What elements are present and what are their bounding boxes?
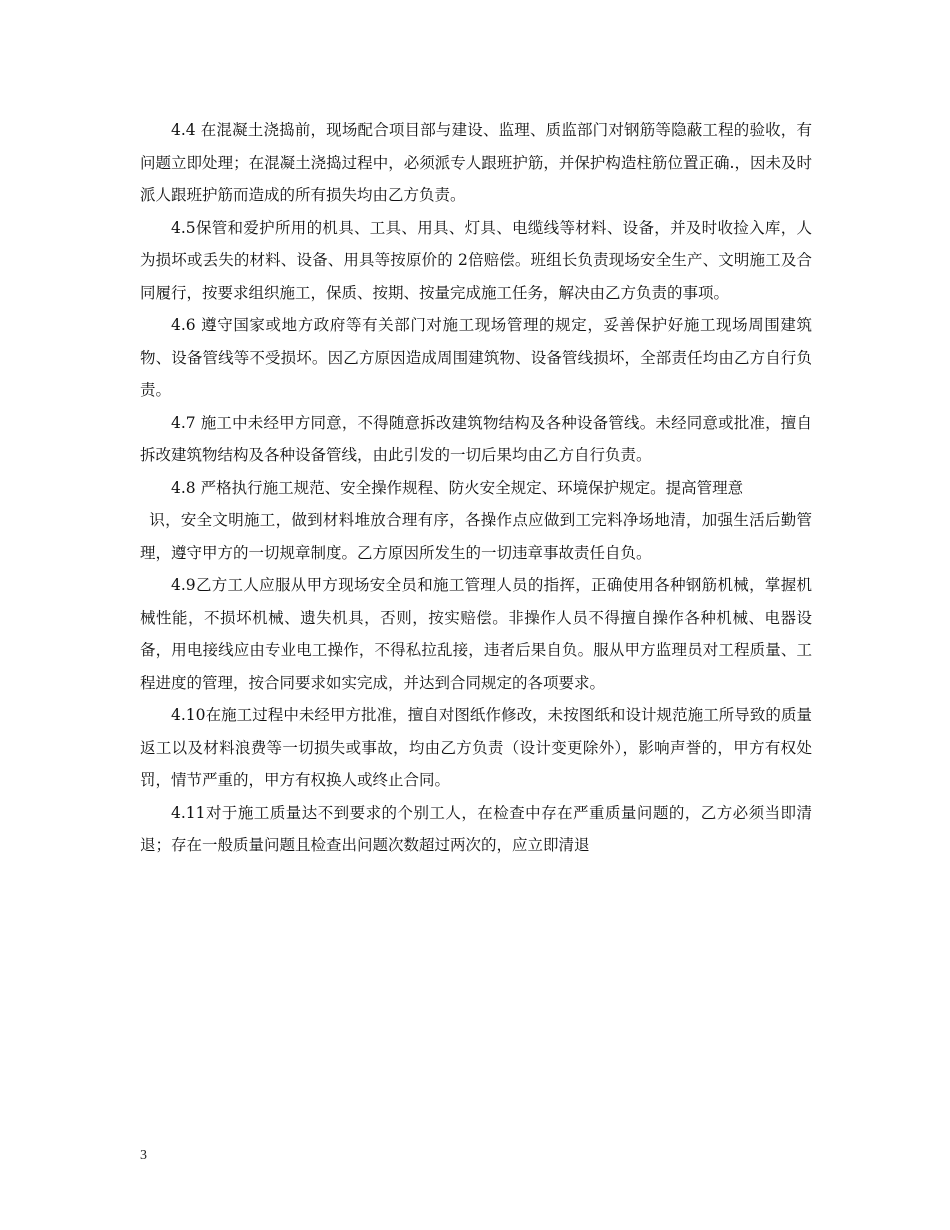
- clause-4-8: 4.8 严格执行施工规范、安全操作规程、防火安全规定、环境保护规定。提高管理意: [171, 478, 744, 497]
- clause-4-10: 4.10在施工过程中未经甲方批准，擅自对图纸作修改，未按图纸和设计规范施工所导致的质量返工以及材料浪费等一切损失或事故，均由乙方负责（设计变更除外），影响声誉的，甲方有权处罚，情节严重的，甲方有权换人或终止合同。: [140, 706, 812, 789]
- clause-4-9: 4.9乙方工人应服从甲方现场安全员和施工管理人员的指挥，正确使用各种钢筋机械，掌握机械性能，不损坏机械、遗失机具，否则，按实赔偿。非操作人员不得擅自操作各种机械、电器设备，用电接线应由专业电工操作，不得私拉乱接，违者后果自负。服从甲方监理员对工程质量、工程进度的管理，按合同要求如实完成，并达到合同规定的各项要求。: [140, 576, 812, 692]
- clause-4-7: 4.7 施工中未经甲方同意，不得随意拆改建筑物结构及各种设备管线。未经同意或批准，擅自拆改建筑物结构及各种设备管线，由此引发的一切后果均由乙方自行负责。: [140, 413, 812, 464]
- clause-4-4: 4.4 在混凝土浇捣前，现场配合项目部与建设、监理、质监部门对钢筋等隐蔽工程的验收，有问题立即处理；在混凝土浇捣过程中，必须派专人跟班护筋，并保护构造柱筋位置正确.，因未及时派人跟班护筋而造成的所有损失均由乙方负责。: [140, 121, 812, 204]
- clause-4-6: 4.6 遵守国家或地方政府等有关部门对施工现场管理的规定，妥善保护好施工现场周围建筑物、设备管线等不受损坏。因乙方原因造成周围建筑物、设备管线损坏，全部责任均由乙方自行负责。: [140, 316, 812, 399]
- clause-4-11: 4.11对于施工质量达不到要求的个别工人，在检查中存在严重质量问题的，乙方必须当即清退；存在一般质量问题且检查出问题次数超过两次的，应立即清退: [140, 803, 812, 854]
- page-number: 3: [140, 1148, 147, 1163]
- clause-4-5: 4.5保管和爱护所用的机具、工具、用具、灯具、电缆线等材料、设备，并及时收捡入库，人为损坏或丢失的材料、设备、用具等按原价的 2倍赔偿。班组长负责现场安全生产、文明施工及合同履行，按要求组织施工，保质、按期、按量完成施工任务，解决由乙方负责的事项。: [140, 218, 812, 302]
- document-body: [140, 114, 812, 862]
- clause-4-8-continued: 识，安全文明施工，做到材料堆放合理有序，各操作点应做到工完料净场地清，加强生活后勤管理，遵守甲方的一切规章制度。乙方原因所发生的一切违章事故责任自负。: [140, 511, 812, 562]
